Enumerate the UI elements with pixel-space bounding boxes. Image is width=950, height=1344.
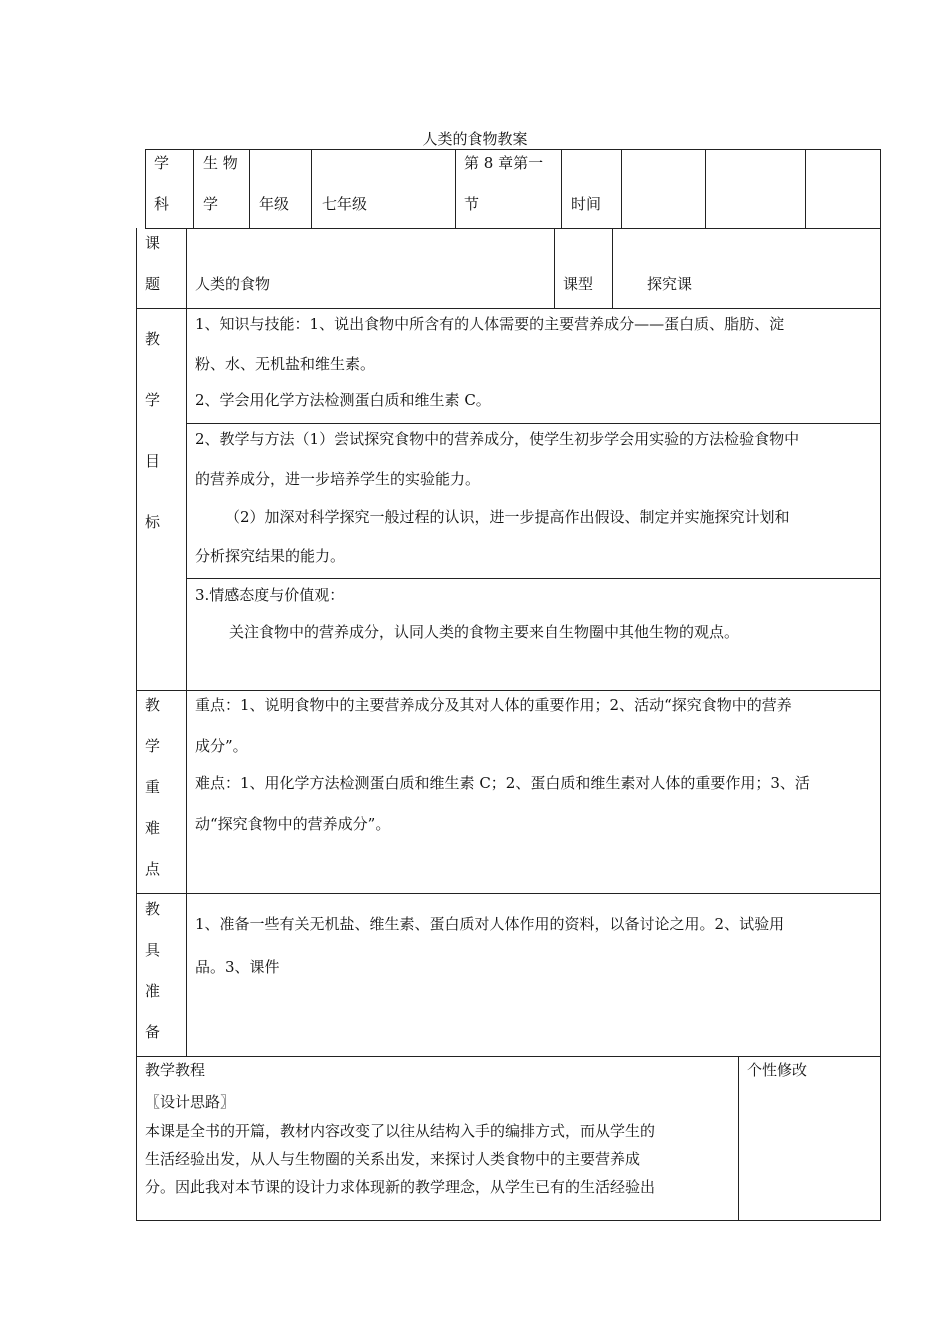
design-line-3: 分。因此我对本节课的设计力求体现新的教学理念，从学生已有的生活经验出	[145, 1178, 656, 1196]
objectives-label-4: 标	[145, 513, 161, 531]
objective-knowledge-line-2: 粉、水、无机盐和维生素。	[195, 355, 376, 373]
difficulty-line-2: 动“探究食物中的营养成分”。	[195, 815, 391, 833]
revision-title: 个性修改	[747, 1061, 808, 1079]
difficulty-line-1: 难点：1、用化学方法检测蛋白质和维生素 C；2、蛋白质和维生素对人体的重要作用；3、活	[195, 774, 810, 792]
objective-attitude-line-1: 3.情感态度与价值观：	[195, 586, 345, 604]
chapter-value-2: 节	[464, 195, 480, 213]
keypoints-line-1: 重点：1、说明食物中的主要营养成分及其对人体的重要作用；2、活动“探究食物中的营养	[195, 696, 792, 714]
materials-label-1: 教	[145, 900, 161, 918]
document-title: 人类的食物教案	[422, 130, 528, 148]
keypoints-label-1: 教	[145, 696, 161, 714]
grade-value: 七年级	[322, 195, 368, 213]
chapter-value: 第 8 章第一	[464, 154, 544, 172]
materials-line-2: 品。3、课件	[195, 958, 280, 976]
time-label: 时间	[571, 195, 602, 213]
process-title: 教学教程	[145, 1061, 206, 1079]
keypoints-label-5: 点	[145, 860, 161, 878]
materials-label-4: 备	[145, 1023, 161, 1041]
topic-label: 课	[145, 234, 161, 252]
keypoints-label-2: 学	[145, 737, 161, 755]
subject-value: 生 物	[203, 154, 238, 172]
materials-line-1: 1、准备一些有关无机盐、维生素、蛋白质对人体作用的资料，以备讨论之用。2、试验用	[195, 915, 785, 933]
objective-knowledge-line-1: 1、知识与技能：1、说出食物中所含有的人体需要的主要营养成分——蛋白质、脂肪、淀	[195, 315, 785, 333]
course-type-label: 课型	[563, 275, 594, 293]
keypoints-line-2: 成分”。	[195, 737, 248, 755]
objectives-label-2: 学	[145, 391, 161, 409]
subject-label-2: 科	[154, 195, 170, 213]
materials-label-3: 准	[145, 982, 161, 1000]
design-heading: 〖设计思路〗	[145, 1093, 236, 1111]
objective-method-line-4: 分析探究结果的能力。	[195, 547, 346, 565]
objective-method-line-1: 2、教学与方法（1）尝试探究食物中的营养成分，使学生初步学会用实验的方法检验食物中	[195, 430, 800, 448]
objective-method-line-2: 的营养成分，进一步培养学生的实验能力。	[195, 470, 481, 488]
objective-attitude-line-2: 关注食物中的营养成分，认同人类的食物主要来自生物圈中其他生物的观点。	[229, 623, 740, 641]
objectives-label-3: 目	[145, 452, 161, 470]
subject-value-2: 学	[203, 195, 219, 213]
topic-value: 人类的食物	[195, 275, 271, 293]
keypoints-label-4: 难	[145, 819, 161, 837]
design-line-1: 本课是全书的开篇，教材内容改变了以往从结构入手的编排方式，而从学生的	[145, 1122, 656, 1140]
objectives-label-1: 教	[145, 330, 161, 348]
subject-label: 学	[154, 154, 170, 172]
objective-knowledge-line-3: 2、学会用化学方法检测蛋白质和维生素 C。	[195, 391, 491, 409]
objective-method-line-3: （2）加深对科学探究一般过程的认识，进一步提高作出假设、制定并实施探究计划和	[225, 508, 790, 526]
design-line-2: 生活经验出发，从人与生物圈的关系出发，来探讨人类食物中的主要营养成	[145, 1150, 641, 1168]
materials-label-2: 具	[145, 941, 161, 959]
topic-label-2: 题	[145, 275, 161, 293]
course-type-value: 探究课	[647, 275, 693, 293]
grade-label: 年级	[259, 195, 290, 213]
keypoints-label-3: 重	[145, 778, 161, 796]
